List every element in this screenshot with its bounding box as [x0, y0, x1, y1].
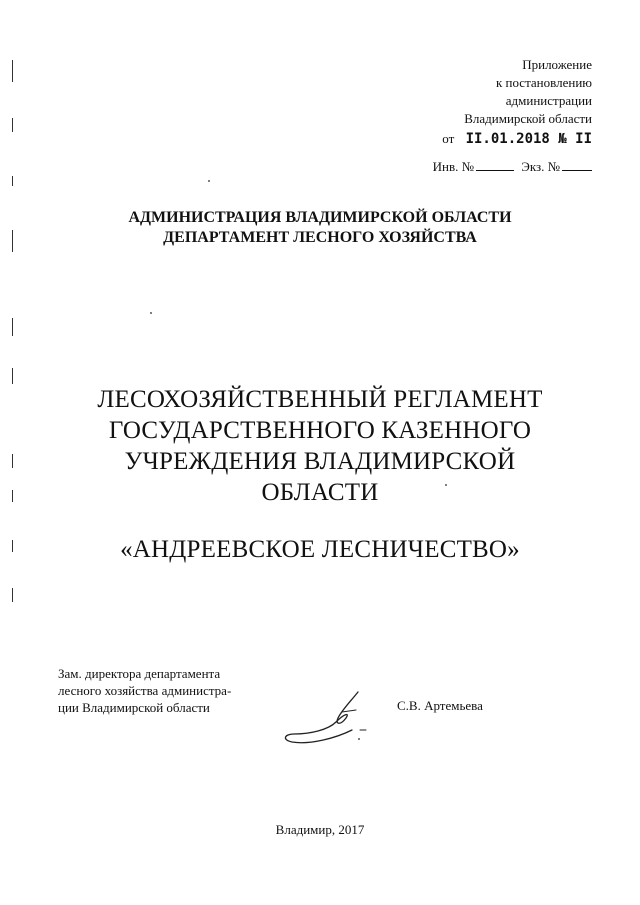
- inventory-line: [433, 158, 592, 175]
- title-line: ЛЕСОХОЗЯЙСТВЕННЫЙ РЕГЛАМЕНТ: [97, 386, 543, 413]
- scan-speck: [208, 180, 210, 182]
- title-line: УЧРЕЖДЕНИЯ ВЛАДИМИРСКОЙ: [124, 448, 516, 475]
- inventory-number-blank: [476, 158, 514, 171]
- signer-position-line: ции Владимирской области: [58, 700, 210, 715]
- scan-speck: [150, 312, 152, 314]
- signer-position-line: лесного хозяйства администра-: [58, 683, 232, 698]
- scan-edge-mark: [12, 118, 13, 132]
- scan-edge-mark: [12, 176, 13, 186]
- scan-edge-mark: [12, 318, 13, 336]
- signer-position: [58, 665, 278, 716]
- scan-edge-mark: [12, 368, 13, 384]
- document-title: [0, 384, 640, 508]
- inventory-number-label: Инв. №: [432, 159, 474, 174]
- signer-position-line: Зам. директора департамента: [58, 666, 221, 681]
- scan-edge-mark: [12, 60, 13, 82]
- department-line: ДЕПАРТАМЕНТ ЛЕСНОГО ХОЗЯЙСТВА: [163, 229, 477, 246]
- scan-edge-mark: [12, 588, 13, 602]
- appendix-block: [442, 56, 592, 148]
- title-line: ГОСУДАРСТВЕННОГО КАЗЕННОГО: [108, 417, 532, 444]
- appendix-date-line: [442, 130, 592, 148]
- copy-number-label: Экз. №: [521, 159, 560, 174]
- signer-name: С.В. Артемьева: [397, 698, 483, 713]
- city-year: Владимир, 2017: [275, 822, 365, 837]
- appendix-line: Приложение: [522, 57, 592, 72]
- copy-number-blank: [562, 158, 592, 171]
- appendix-line: Владимирской области: [464, 111, 592, 126]
- document-subtitle: «АНДРЕЕВСКОЕ ЛЕСНИЧЕСТВО»: [120, 536, 520, 563]
- organization-line: АДМИНИСТРАЦИЯ ВЛАДИМИРСКОЙ ОБЛАСТИ: [128, 209, 512, 226]
- appendix-line: к постановлению: [495, 75, 592, 90]
- date-number-stamp: II.01.2018 № II: [465, 131, 592, 147]
- title-line: ОБЛАСТИ: [261, 479, 379, 506]
- appendix-line: администрации: [505, 93, 592, 108]
- organization-heading: [0, 208, 640, 248]
- appendix-from-label: от: [442, 131, 455, 146]
- handwritten-signature: [280, 688, 370, 748]
